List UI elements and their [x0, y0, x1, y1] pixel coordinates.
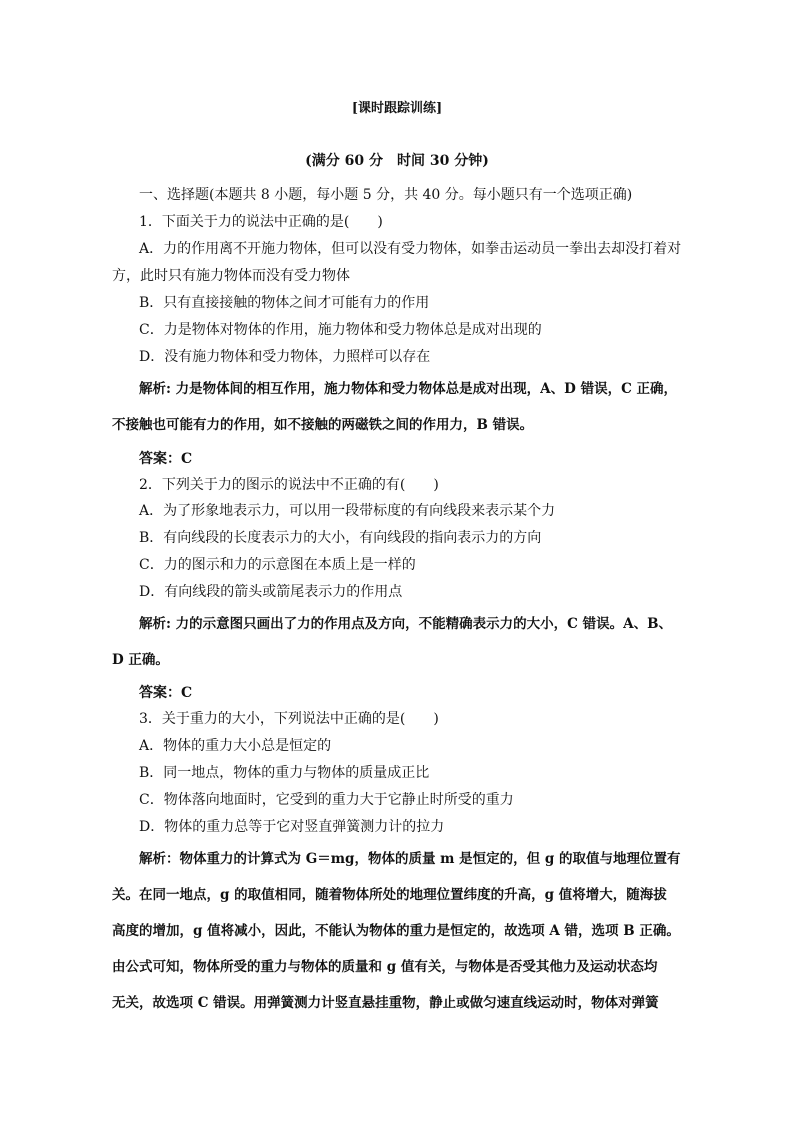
q1-option-c: C．力是物体对物体的作用，施力物体和受力物体总是成对出现的: [139, 322, 542, 338]
q2-analysis-line2: D 正确。: [112, 652, 169, 668]
q3-stem: 3．关于重力的大小，下列说法中正确的是( ): [139, 711, 439, 727]
q1-answer: 答案：C: [139, 451, 193, 467]
q2-answer: 答案：C: [139, 685, 193, 701]
q3-analysis-line3: 高度的增加，g 值将减小，因此，不能认为物体的重力是恒定的，故选项 A 错，选项 B 正确。: [112, 923, 680, 939]
q3-analysis-line1: 解析：物体重力的计算式为 G＝mg，物体的质量 m 是恒定的，但 g 的取值与地理位置有: [139, 851, 681, 867]
q3-option-b: B．同一地点，物体的重力与物体的质量成正比: [139, 765, 430, 781]
q2-stem: 2．下列关于力的图示的说法中不正确的有( ): [139, 477, 439, 493]
q3-analysis-line4: 由公式可知，物体所受的重力与物体的质量和 g 值有关，与物体是否受其他力及运动状态均: [112, 959, 658, 975]
section-heading: 一、选择题(本题共 8 小题，每小题 5 分，共 40 分。每小题只有一个选项正确): [139, 187, 633, 203]
q3-analysis-line2: 关。在同一地点，g 的取值相同，随着物体所处的地理位置纬度的升高，g 值将增大，随海拔: [112, 887, 667, 903]
score-time-info: (满分 60 分 时间 30 分钟): [305, 153, 489, 169]
page-title: [课时跟踪训练]: [351, 101, 443, 116]
q2-option-c: C．力的图示和力的示意图在本质上是一样的: [139, 557, 416, 573]
q3-option-d: D．物体的重力总等于它对竖直弹簧测力计的拉力: [139, 819, 445, 835]
q1-option-d: D．没有施力物体和受力物体，力照样可以存在: [139, 349, 431, 365]
q2-option-b: B．有向线段的长度表示力的大小，有向线段的指向表示力的方向: [139, 530, 542, 546]
q1-stem: 1．下面关于力的说法中正确的是( ): [139, 214, 383, 230]
q2-option-a: A．为了形象地表示力，可以用一段带标度的有向线段来表示某个力: [139, 503, 556, 519]
q2-analysis-line1: 解析: 力的示意图只画出了力的作用点及方向，不能精确表示力的大小，C 错误。A、B、: [139, 616, 673, 632]
q1-analysis-line1: 解析: 力是物体间的相互作用，施力物体和受力物体总是成对出现，A、D 错误，C 正确，: [139, 381, 678, 397]
q3-option-c: C．物体落向地面时，它受到的重力大于它静止时所受的重力: [139, 792, 514, 808]
q1-analysis-line2: 不接触也可能有力的作用，如不接触的两磁铁之间的作用力，B 错误。: [112, 417, 534, 433]
q1-option-a-line1: A．力的作用离不开施力物体，但可以没有受力物体，如拳击运动员一拳出去却没打着对: [139, 241, 682, 257]
q2-option-d: D．有向线段的箭头或箭尾表示力的作用点: [139, 584, 403, 600]
q1-option-a-line2: 方，此时只有施力物体而没有受力物体: [112, 268, 350, 284]
q3-option-a: A．物体的重力大小总是恒定的: [139, 738, 332, 754]
q1-option-b: B．只有直接接触的物体之间才可能有力的作用: [139, 295, 430, 311]
q3-analysis-line5: 无关，故选项 C 错误。用弹簧测力计竖直悬挂重物，静止或做匀速直线运动时，物体对弹簧: [112, 995, 659, 1011]
